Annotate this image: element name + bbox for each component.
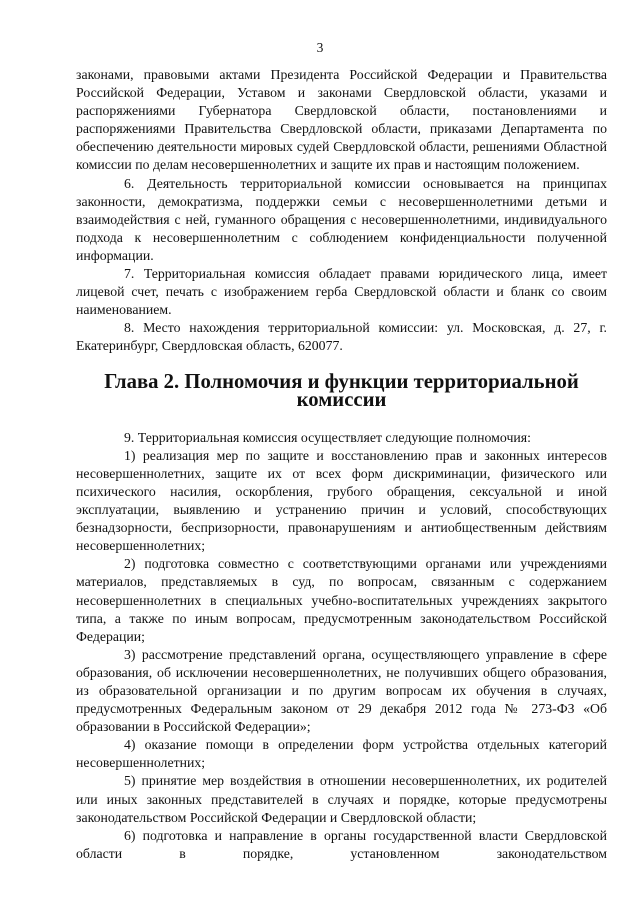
paragraph-item-7: 7. Территориальная комиссия обладает правами юридического лица, имеет лицевой счет, печать с изображением герба Свердловской области и бланк со своим наименованием. xyxy=(76,266,607,318)
paragraph-item-9: 9. Территориальная комиссия осуществляет следующие полномочия: xyxy=(124,429,531,445)
spacer xyxy=(76,409,607,429)
subitem-3: 3) рассмотрение представлений органа, осуществляющего управление в сфере образования, об исключении несовершеннолетних, не получивших общего образования, из образовательной организации и по другим вопросам их обучения в случаях, предусмотренных Федеральным законом от 29 декабря 2012 года № 273-ФЗ «Об образовании в Российской Федерации»; xyxy=(76,646,607,735)
paragraph-item-6: 6. Деятельность территориальной комиссии основывается на принципах законности, демократизма, поддержки семьи с несовершеннолетними детьми и взаимодействия с ней, гуманного обращения с несовершеннолетними, индивидуального подхода к несовершеннолетним с соблюдением конфиденциальности полученной информации. xyxy=(76,175,607,263)
page-number: 3 xyxy=(316,40,324,55)
paragraph-item-8: 8. Место нахождения территориальной комиссии: ул. Московская, д. 27, г. Екатеринбург, Свердловская область, 620077. xyxy=(76,320,607,354)
subitem-1: 1) реализация мер по защите и восстановлению прав и законных интересов несовершеннолетних, защите их от всех форм дискриминации, физического или психического насилия, оскорбления, грубого обращения, сексуальной и иной эксплуатации, выявлению и устранению причин и условий, способствующих безнадзорности, беспризорности, правонарушениям и антиобщественным действиям несовершеннолетних; xyxy=(76,447,607,554)
subitem-5: 5) принятие мер воздействия в отношении несовершеннолетних, их родителей или иных законных представителей в случаях и порядке, которые предусмотрены законодательством Российской Федерации и Свердловской области; xyxy=(76,773,607,825)
spacer xyxy=(76,356,607,373)
subitem-2: 2) подготовка совместно с соответствующими органами или учреждениями материалов, представляемых в суд, по вопросам, связанным с содержанием несовершеннолетних в специальных учебно-воспитательных учреждениях закрытого типа, а также по иным вопросам, предусмотренным законодательством Российской Федерации; xyxy=(76,556,607,644)
chapter-heading: Глава 2. Полномочия и функции территориальной комиссии xyxy=(104,370,579,411)
document-body xyxy=(76,66,607,863)
paragraph-continuation: законами, правовыми актами Президента Российской Федерации и Правительства Российской Федерации, Уставом и законами Свердловской области, указами и распоряжениями Губернатора Свердловской области, постановлениями и распоряжениями Правительства Свердловской области, приказами Департамента по обеспечению деятельности мировых судей Свердловской области, решениями Областной комиссии по делам несовершеннолетних и защите их прав и настоящим положением. xyxy=(76,67,607,173)
subitem-4: 4) оказание помощи в определении форм устройства отдельных категорий несовершеннолетних; xyxy=(76,737,607,771)
subitem-6: 6) подготовка и направление в органы государственной власти Свердловской области в порядке, установленном законодательством xyxy=(76,827,607,861)
